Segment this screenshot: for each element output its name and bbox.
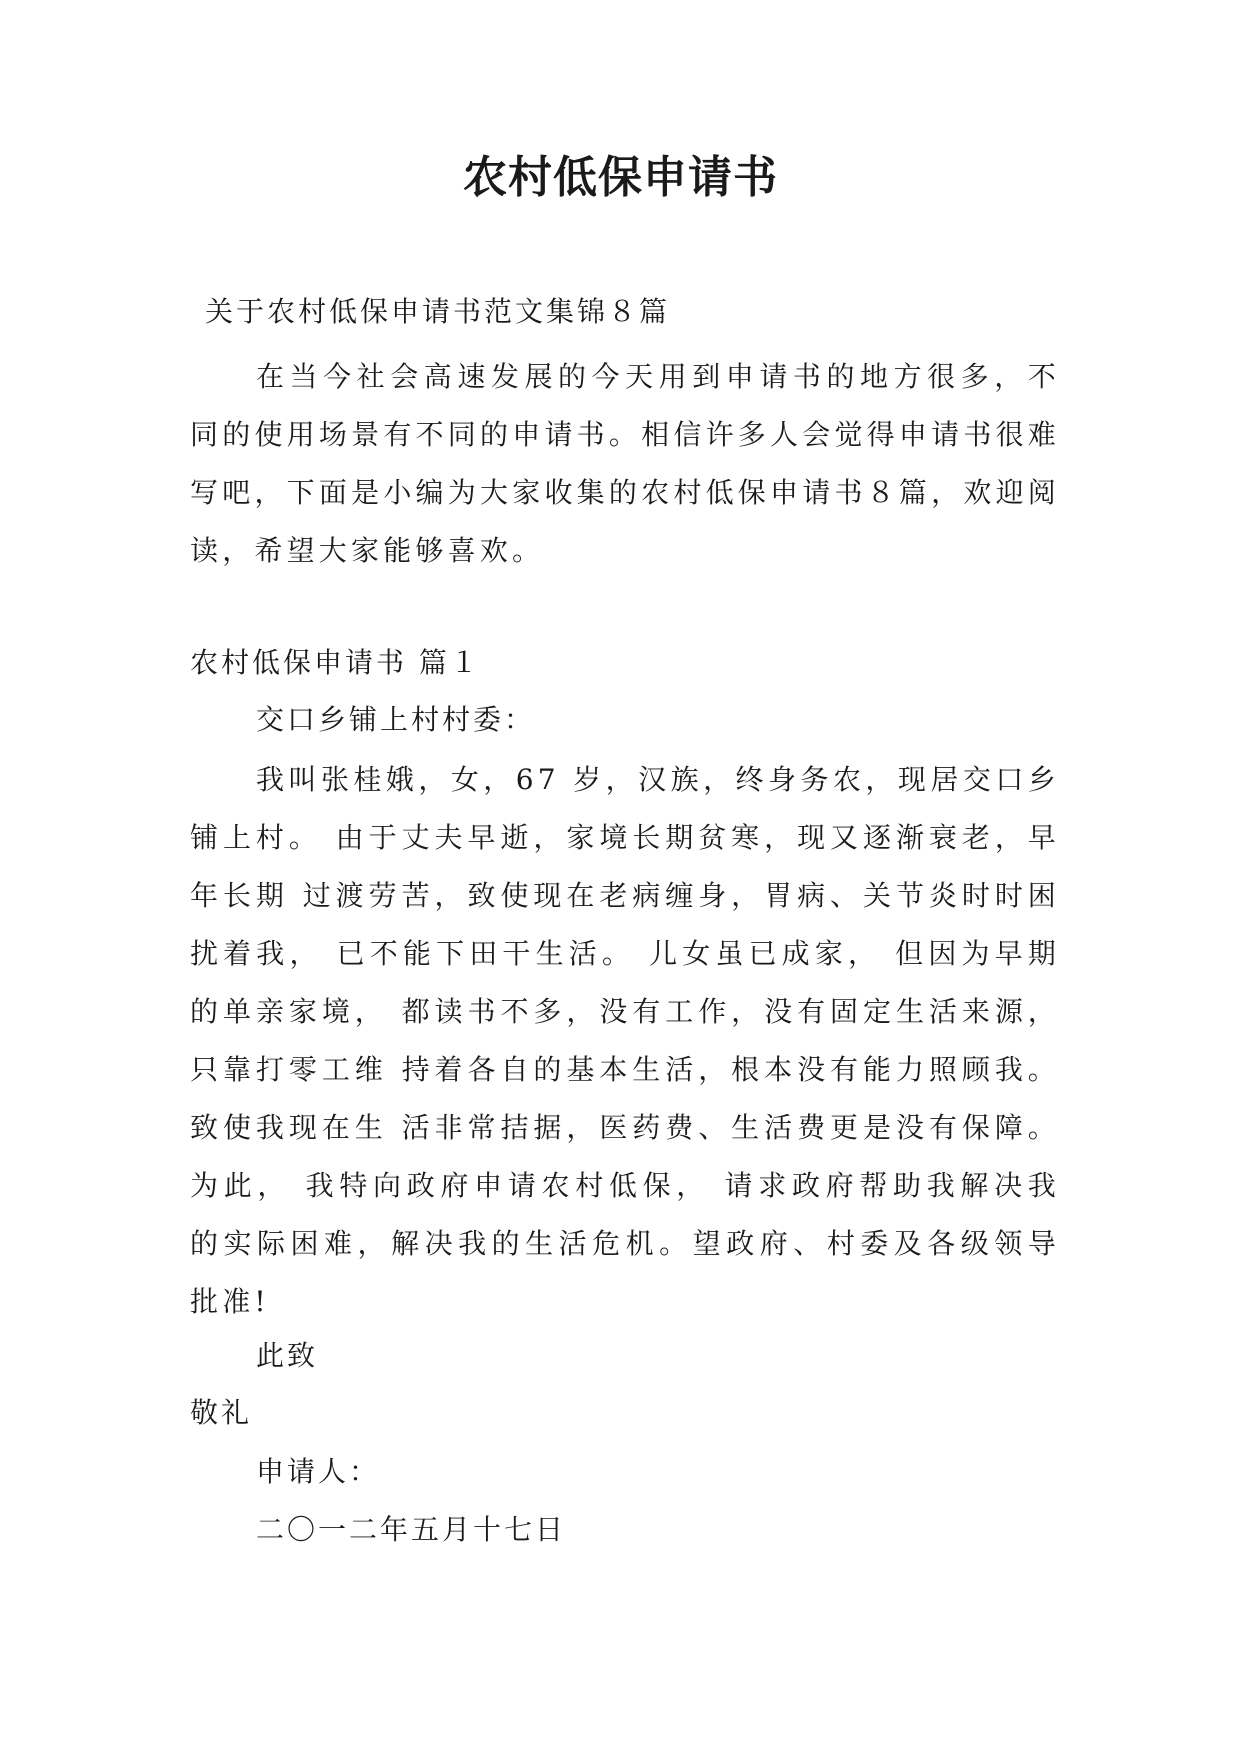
letter-date: 二〇一二年五月十七日 bbox=[256, 1513, 567, 1546]
document-subtitle: 关于农村低保申请书范文集锦８篇 bbox=[205, 295, 671, 328]
letter-salutation: 交口乡铺上村村委： bbox=[256, 703, 536, 736]
section-heading: 农村低保申请书 篇１ bbox=[190, 646, 481, 679]
letter-body: 我叫张桂娥，女，67 岁，汉族，终身务农，现居交口乡 铺上村。 由于丈夫早逝，家境长期贫寒，现又逐渐衰老，早年长期 过渡劳苦，致使现在老病缠身，胃病、关节炎时时困扰着我， 已不能下田干生活。 儿女虽已成家， 但因为早期的单亲家境， 都读书不多，没有工作，没有固定生活来源，只靠打零工维 持着各自的基本生活，根本没有能力照顾我。致使我现在生 活非常拮据，医药费、生活费更是没有保障。 为此， 我特向政府申请农村低保， 请求政府帮助我解决我 的实际困难，解决我的生活危机。望政府、村委及各级领导 批准! bbox=[190, 763, 1060, 1318]
intro-paragraph: 在当今社会高速发展的今天用到申请书的地方很多，不同的使用场景有不同的申请书。相信许多人会觉得申请书很难写吧，下面是小编为大家收集的农村低保申请书８篇，欢迎阅读，希望大家能够喜欢。 bbox=[190, 360, 1060, 567]
document-title: 农村低保申请书 bbox=[463, 152, 778, 203]
applicant-label: 申请人： bbox=[256, 1455, 381, 1488]
letter-closing-ci-zhi: 此致 bbox=[256, 1339, 319, 1372]
letter-closing-jing-li: 敬礼 bbox=[190, 1396, 253, 1429]
